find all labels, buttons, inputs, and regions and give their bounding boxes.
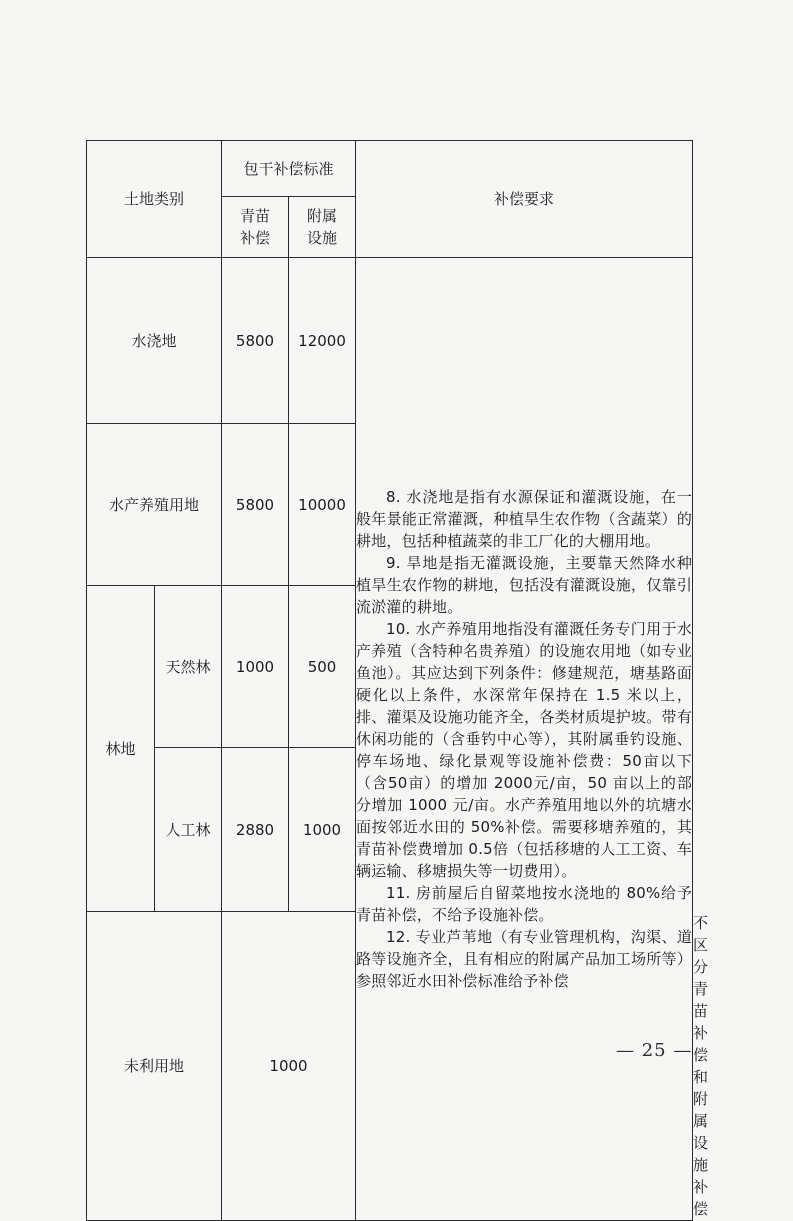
compensation-table: 土地类别 包干补偿标准 补偿要求 青苗 补偿 附属 设施 水浇地 5800 12000 8. 水浇地是指有水源保证和灌溉设施，在一般年景能正常灌溉，种植旱生农作物（含蔬菜）的耕地，包括种植蔬菜的非工厂化的大棚用地。 9. 旱地是指无灌溉设施，主要靠天然降水种植旱生农作物的耕地，包括没有灌溉设施，仅靠引流淤灌的耕地。 10. 水产养殖用地指没有灌溉任务专门用于水产养殖（含特种名贵养殖）的设施农用地（如专业鱼池）。其应达到下列条件：修建规范，塘基路面硬化以上条件，水深常年保持在 1.5 米以上，排、灌渠及设施功能齐全，各类材质堤护坡。带有休闲功能的（含垂钓中心等），其附属垂钓设施、停车场地、绿化景观等设施补偿费：50亩以下（含50亩）的增加 2000元/亩，50 亩以上的部分增加 1000 元/亩。水产养殖用地以外的坑塘水面按邻近水田的 50%补偿。需要移塘养殖的，其青苗补偿费增加 0.5倍（包括移塘的人工工资、车辆运输、移塘损失等一切费用）。 11. 房前屋后自留菜地按水浇地的 80%给予青苗补偿，不给予设施补偿。 12. 专业芦苇地（有专业管理机构，沟渠、道路等设施齐全，且有相应的附属产品加工场所等）参照邻近水田补偿标准给予补偿 水产养殖用地 5800 10000 林地 天然林 1000 500 人工林 2880 1000 未利用地 1000 不区分青苗补偿和附属设施补偿 xyxy=(86,140,693,1221)
header-facility-line2: 设施 xyxy=(307,229,338,247)
row-natural-forest-facility: 500 xyxy=(289,586,356,748)
row-natural-forest-label: 天然林 xyxy=(155,586,222,748)
row-forest-label: 林地 xyxy=(87,586,155,912)
requirement-item-8: 8. 水浇地是指有水源保证和灌溉设施，在一般年景能正常灌溉，种植旱生农作物（含蔬菜）的耕地，包括种植蔬菜的非工厂化的大棚用地。 xyxy=(356,488,693,550)
header-lump-standard: 包干补偿标准 xyxy=(222,141,356,197)
header-requirements: 补偿要求 xyxy=(356,141,693,258)
row-irrigated-label: 水浇地 xyxy=(87,258,222,424)
row-aquaculture-seedling: 5800 xyxy=(222,424,289,586)
row-unused-label: 未利用地 xyxy=(87,912,222,1221)
row-irrigated-seedling: 5800 xyxy=(222,258,289,424)
header-seedling-line2: 补偿 xyxy=(240,229,271,247)
requirements-cell xyxy=(356,258,693,1221)
requirement-item-9: 9. 旱地是指无灌溉设施，主要靠天然降水种植旱生农作物的耕地，包括没有灌溉设施，仅靠引流淤灌的耕地。 xyxy=(356,554,693,616)
row-irrigated-facility: 12000 xyxy=(289,258,356,424)
row-natural-forest-seedling: 1000 xyxy=(222,586,289,748)
page-number: — 25 — xyxy=(616,1040,693,1061)
row-artificial-forest-seedling: 2880 xyxy=(222,748,289,912)
header-facility-line1: 附属 xyxy=(307,207,338,225)
requirement-item-12: 12. 专业芦苇地（有专业管理机构，沟渠、道路等设施齐全，且有相应的附属产品加工场所等）参照邻近水田补偿标准给予补偿 xyxy=(356,928,693,990)
requirement-item-10: 10. 水产养殖用地指没有灌溉任务专门用于水产养殖（含特种名贵养殖）的设施农用地（如专业鱼池）。其应达到下列条件：修建规范，塘基路面硬化以上条件，水深常年保持在 1.5 米以上，排、灌渠及设施功能齐全，各类材质堤护坡。带有休闲功能的（含垂钓中心等），其附属垂钓设施、停车场地、绿化景观等设施补偿费：50亩以下（含50亩）的增加 2000元/亩，50 亩以上的部分增加 1000 元/亩。水产养殖用地以外的坑塘水面按邻近水田的 50%补偿。需要移塘养殖的，其青苗补偿费增加 0.5倍（包括移塘的人工工资、车辆运输、移塘损失等一切费用）。 xyxy=(356,620,693,880)
row-aquaculture-label: 水产养殖用地 xyxy=(87,424,222,586)
header-land-type: 土地类别 xyxy=(87,141,222,258)
header-seedling-line1: 青苗 xyxy=(240,207,271,225)
row-unused-combined: 1000 xyxy=(222,912,356,1221)
row-artificial-forest-label: 人工林 xyxy=(155,748,222,912)
header-seedling xyxy=(222,197,289,258)
row-aquaculture-facility: 10000 xyxy=(289,424,356,586)
requirement-item-11: 11. 房前屋后自留菜地按水浇地的 80%给予青苗补偿，不给予设施补偿。 xyxy=(356,884,693,924)
header-facility xyxy=(289,197,356,258)
row-artificial-forest-facility: 1000 xyxy=(289,748,356,912)
